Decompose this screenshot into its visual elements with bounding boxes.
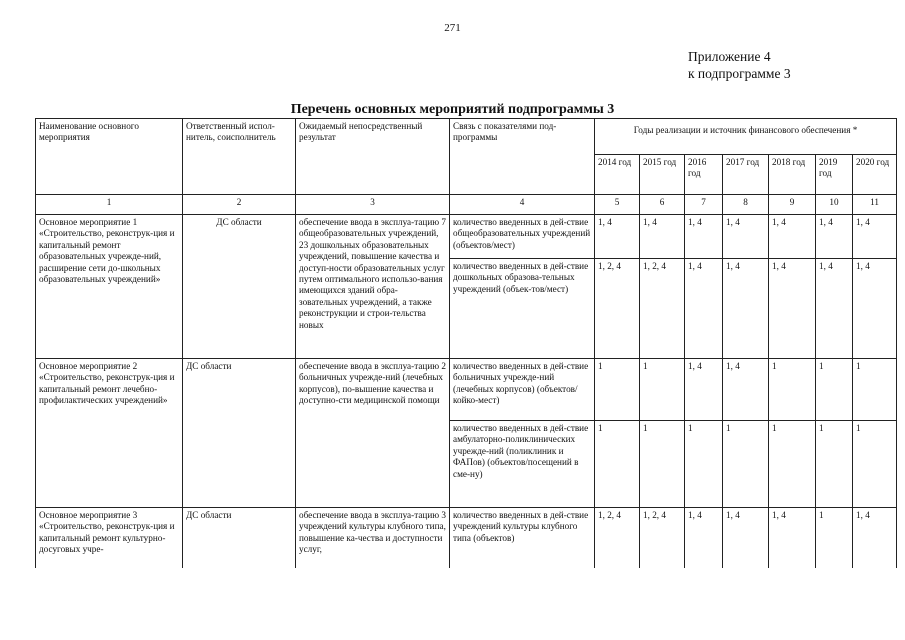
- table-row: [36, 508, 897, 568]
- year-value: 1, 4: [769, 259, 816, 359]
- column-number: 1: [36, 195, 183, 215]
- year-value: 1: [816, 421, 853, 508]
- year-value: 1: [640, 359, 685, 421]
- header-result: Ожидаемый непосредственный результат: [296, 119, 450, 195]
- measure-executor: ДС области: [183, 508, 296, 568]
- year-value: 1: [769, 421, 816, 508]
- header-indicators: Связь с показателями под-программы: [450, 119, 595, 195]
- year-value: 1, 2, 4: [595, 508, 640, 568]
- column-number: 11: [853, 195, 897, 215]
- year-value: 1: [769, 359, 816, 421]
- measure-name: Основное мероприятие 1 «Строительство, реконструк-ция и капитальный ремонт образовательных учрежде-ний, расширение сети до-школьных образовательных учреждений»: [36, 215, 183, 359]
- header-year: 2018 год: [769, 155, 816, 195]
- year-value: 1, 4: [640, 215, 685, 259]
- year-value: 1, 2, 4: [595, 259, 640, 359]
- year-value: 1, 4: [816, 259, 853, 359]
- measure-result: обеспечение ввода в эксплуа-тацию 2 больничных учрежде-ний (лечебных корпусов), по-вышение качества и доступно-сти медицинской помощи: [296, 359, 450, 508]
- year-value: 1, 4: [723, 215, 769, 259]
- table-row: [36, 359, 897, 421]
- year-value: 1, 4: [853, 508, 897, 568]
- measure-executor: ДС области: [183, 359, 296, 508]
- column-number: 4: [450, 195, 595, 215]
- indicator-text: количество введенных в дей-ствие общеобразовательных учреждений (объектов/мест): [450, 215, 595, 259]
- column-number-row: [36, 195, 897, 215]
- year-value: 1: [685, 421, 723, 508]
- column-number: 2: [183, 195, 296, 215]
- table-row: [36, 215, 897, 259]
- year-value: 1, 4: [685, 259, 723, 359]
- measures-table: [35, 118, 897, 568]
- header-year: 2017 год: [723, 155, 769, 195]
- column-number: 7: [685, 195, 723, 215]
- year-value: 1: [816, 359, 853, 421]
- year-value: 1, 4: [723, 359, 769, 421]
- measure-executor: ДС области: [183, 215, 296, 359]
- year-value: 1: [816, 508, 853, 568]
- measure-result: обеспечение ввода в эксплуа-тацию 3 учреждений культуры клубного типа, повышение ка-чества и доступности услуг,: [296, 508, 450, 568]
- year-value: 1: [595, 421, 640, 508]
- document-title: Перечень основных мероприятий подпрограммы 3: [290, 102, 615, 117]
- indicator-text: количество введенных в дей-ствие амбулаторно-поликлинических учрежде-ний (поликлиник и ФАПов) (объектов/посещений в сме-ну): [450, 421, 595, 508]
- column-number: 5: [595, 195, 640, 215]
- appendix-caption: [688, 48, 791, 82]
- year-value: 1, 4: [853, 215, 897, 259]
- column-number: 8: [723, 195, 769, 215]
- indicator-text: количество введенных в дей-ствие дошкольных образова-тельных учреждений (объек-тов/мест): [450, 259, 595, 359]
- header-year: 2016 год: [685, 155, 723, 195]
- year-value: 1, 4: [723, 508, 769, 568]
- column-number: 10: [816, 195, 853, 215]
- appendix-line-1: Приложение 4: [688, 49, 771, 64]
- appendix-line-2: к подпрограмме 3: [688, 66, 791, 81]
- year-value: 1, 4: [685, 359, 723, 421]
- header-row: [36, 119, 897, 155]
- header-measure-name: Наименование основного мероприятия: [36, 119, 183, 195]
- year-value: 1, 4: [816, 215, 853, 259]
- indicator-text: количество введенных в дей-ствие больничных учрежде-ний (лечебных корпусов) (объектов/койко-мест): [450, 359, 595, 421]
- column-number: 9: [769, 195, 816, 215]
- year-value: 1, 4: [595, 215, 640, 259]
- year-value: 1: [853, 359, 897, 421]
- year-value: 1: [723, 421, 769, 508]
- year-value: 1: [853, 421, 897, 508]
- measure-name: Основное мероприятие 3 «Строительство, реконструк-ция и капитальный ремонт культурно-досуговых учре-: [36, 508, 183, 568]
- indicator-text: количество введенных в дей-ствие учреждений культуры клубного типа (объектов): [450, 508, 595, 568]
- header-year: 2020 год: [853, 155, 897, 195]
- measure-result: обеспечение ввода в эксплуа-тацию 7 общеобразовательных учреждений, 23 дошкольных образовательных учреждений, повышение качества и доступ-ности образовательных услуг путем оптимального использо-вания имеющихся зданий обра-зовательных учреждений, а также реконструкции и строи-тельства новых: [296, 215, 450, 359]
- measure-name: Основное мероприятие 2 «Строительство, реконструк-ция и капитальный ремонт лечебно-профилактических учреждений»: [36, 359, 183, 508]
- header-year: 2014 год: [595, 155, 640, 195]
- header-years-group: Годы реализации и источник финансового обеспечения *: [595, 119, 897, 155]
- header-year: 2019 год: [816, 155, 853, 195]
- column-number: 3: [296, 195, 450, 215]
- year-value: 1, 4: [769, 215, 816, 259]
- header-executor: Ответственный испол-нитель, соисполнитель: [183, 119, 296, 195]
- year-value: 1, 4: [685, 508, 723, 568]
- year-value: 1: [595, 359, 640, 421]
- year-value: 1, 4: [853, 259, 897, 359]
- year-value: 1, 2, 4: [640, 259, 685, 359]
- year-value: 1, 2, 4: [640, 508, 685, 568]
- column-number: 6: [640, 195, 685, 215]
- page-number: 271: [444, 22, 461, 34]
- header-year: 2015 год: [640, 155, 685, 195]
- year-value: 1, 4: [723, 259, 769, 359]
- year-value: 1: [640, 421, 685, 508]
- year-value: 1, 4: [769, 508, 816, 568]
- year-value: 1, 4: [685, 215, 723, 259]
